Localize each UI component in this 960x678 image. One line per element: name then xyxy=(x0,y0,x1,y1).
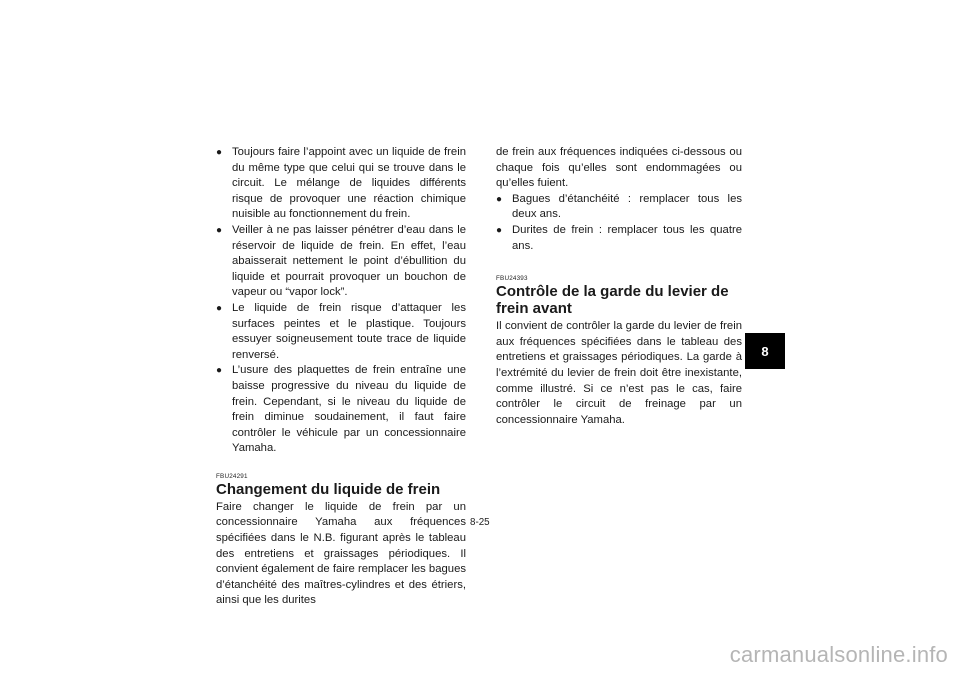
continuation-text: de frein aux fréquences indiquées ci-dessous ou chaque fois qu’elles sont endommagées ou qu’elles fuient. xyxy=(496,146,742,190)
section-body: Faire changer le liquide de frein par un concessionnaire Yamaha aux fréquences spécifiées dans le N.B. figurant après le tableau des entretiens et graissages périodiques. Il convient également de faire remplacer les bagues d’étanchéité des maîtres-cylindres et des étriers, ainsi que les durites xyxy=(216,500,466,607)
bullet-text: Toujours faire l’appoint avec un liquide de frein du même type que celui qui se trouve dans le circuit. Le mélange de liquides différents risque de provoquer une réaction chimique nuisible au fonctionnement du frein. xyxy=(232,146,466,221)
section-heading: Changement du liquide de frein xyxy=(216,480,441,498)
bullet-item xyxy=(216,223,466,301)
bullet-text: L’usure des plaquettes de frein entraîne une baisse progressive du niveau du liquide de frein. Cependant, si le niveau du liquide de frein diminue soudainement, il faut faire contrôler le véhicule par un concessionnaire Yamaha. xyxy=(232,364,466,455)
section-code: FBU24291 xyxy=(216,472,248,480)
watermark: carmanualsonline.info xyxy=(729,642,948,667)
bullet-dot-icon: ● xyxy=(496,224,503,236)
bullet-text: Veiller à ne pas laisser pénétrer d’eau dans le réservoir de liquide de frein. En effet, l’eau abaisserait nettement le point d’ébullition du liquide et pourrait provoquer un bouchon de vapeur ou “vapor lock”. xyxy=(232,223,466,299)
section-heading: Contrôle de la garde du levier de frein avant xyxy=(496,283,729,318)
bullet-item xyxy=(216,363,466,457)
right-column xyxy=(496,145,742,428)
left-column xyxy=(216,145,466,609)
bullet-item xyxy=(496,192,742,223)
bullet-text: Le liquide de frein risque d’attaquer les surfaces peintes et le plastique. Toujours essuyer soigneusement toute trace de liquide renversé. xyxy=(232,301,466,361)
section-body: Il convient de contrôler la garde du levier de frein aux fréquences spécifiées dans le tableau des entretiens et graissages périodiques. La garde à l’extrémité du levier de frein doit être inexistante, comme illustré. Si ce n’est pas le cas, faire contrôler le circuit de freinage par un concessionnaire Yamaha. xyxy=(496,320,742,426)
bullet-item xyxy=(216,301,466,363)
bullet-dot-icon: ● xyxy=(216,147,223,158)
bullet-item xyxy=(216,145,466,223)
bullet-dot-icon: ● xyxy=(216,302,223,314)
section-code: FBU24393 xyxy=(496,275,528,283)
bullet-text: Bagues d’étanchéité : remplacer tous les deux ans. xyxy=(512,192,742,221)
bullet-text: Durites de frein : remplacer tous les quatre ans. xyxy=(512,223,742,252)
bullet-dot-icon: ● xyxy=(216,365,223,377)
page-number: 8-25 xyxy=(470,517,490,528)
bullet-dot-icon: ● xyxy=(216,224,223,236)
bullet-dot-icon: ● xyxy=(496,193,503,205)
chapter-tab: 8 xyxy=(745,333,785,369)
bullet-item xyxy=(496,223,742,254)
